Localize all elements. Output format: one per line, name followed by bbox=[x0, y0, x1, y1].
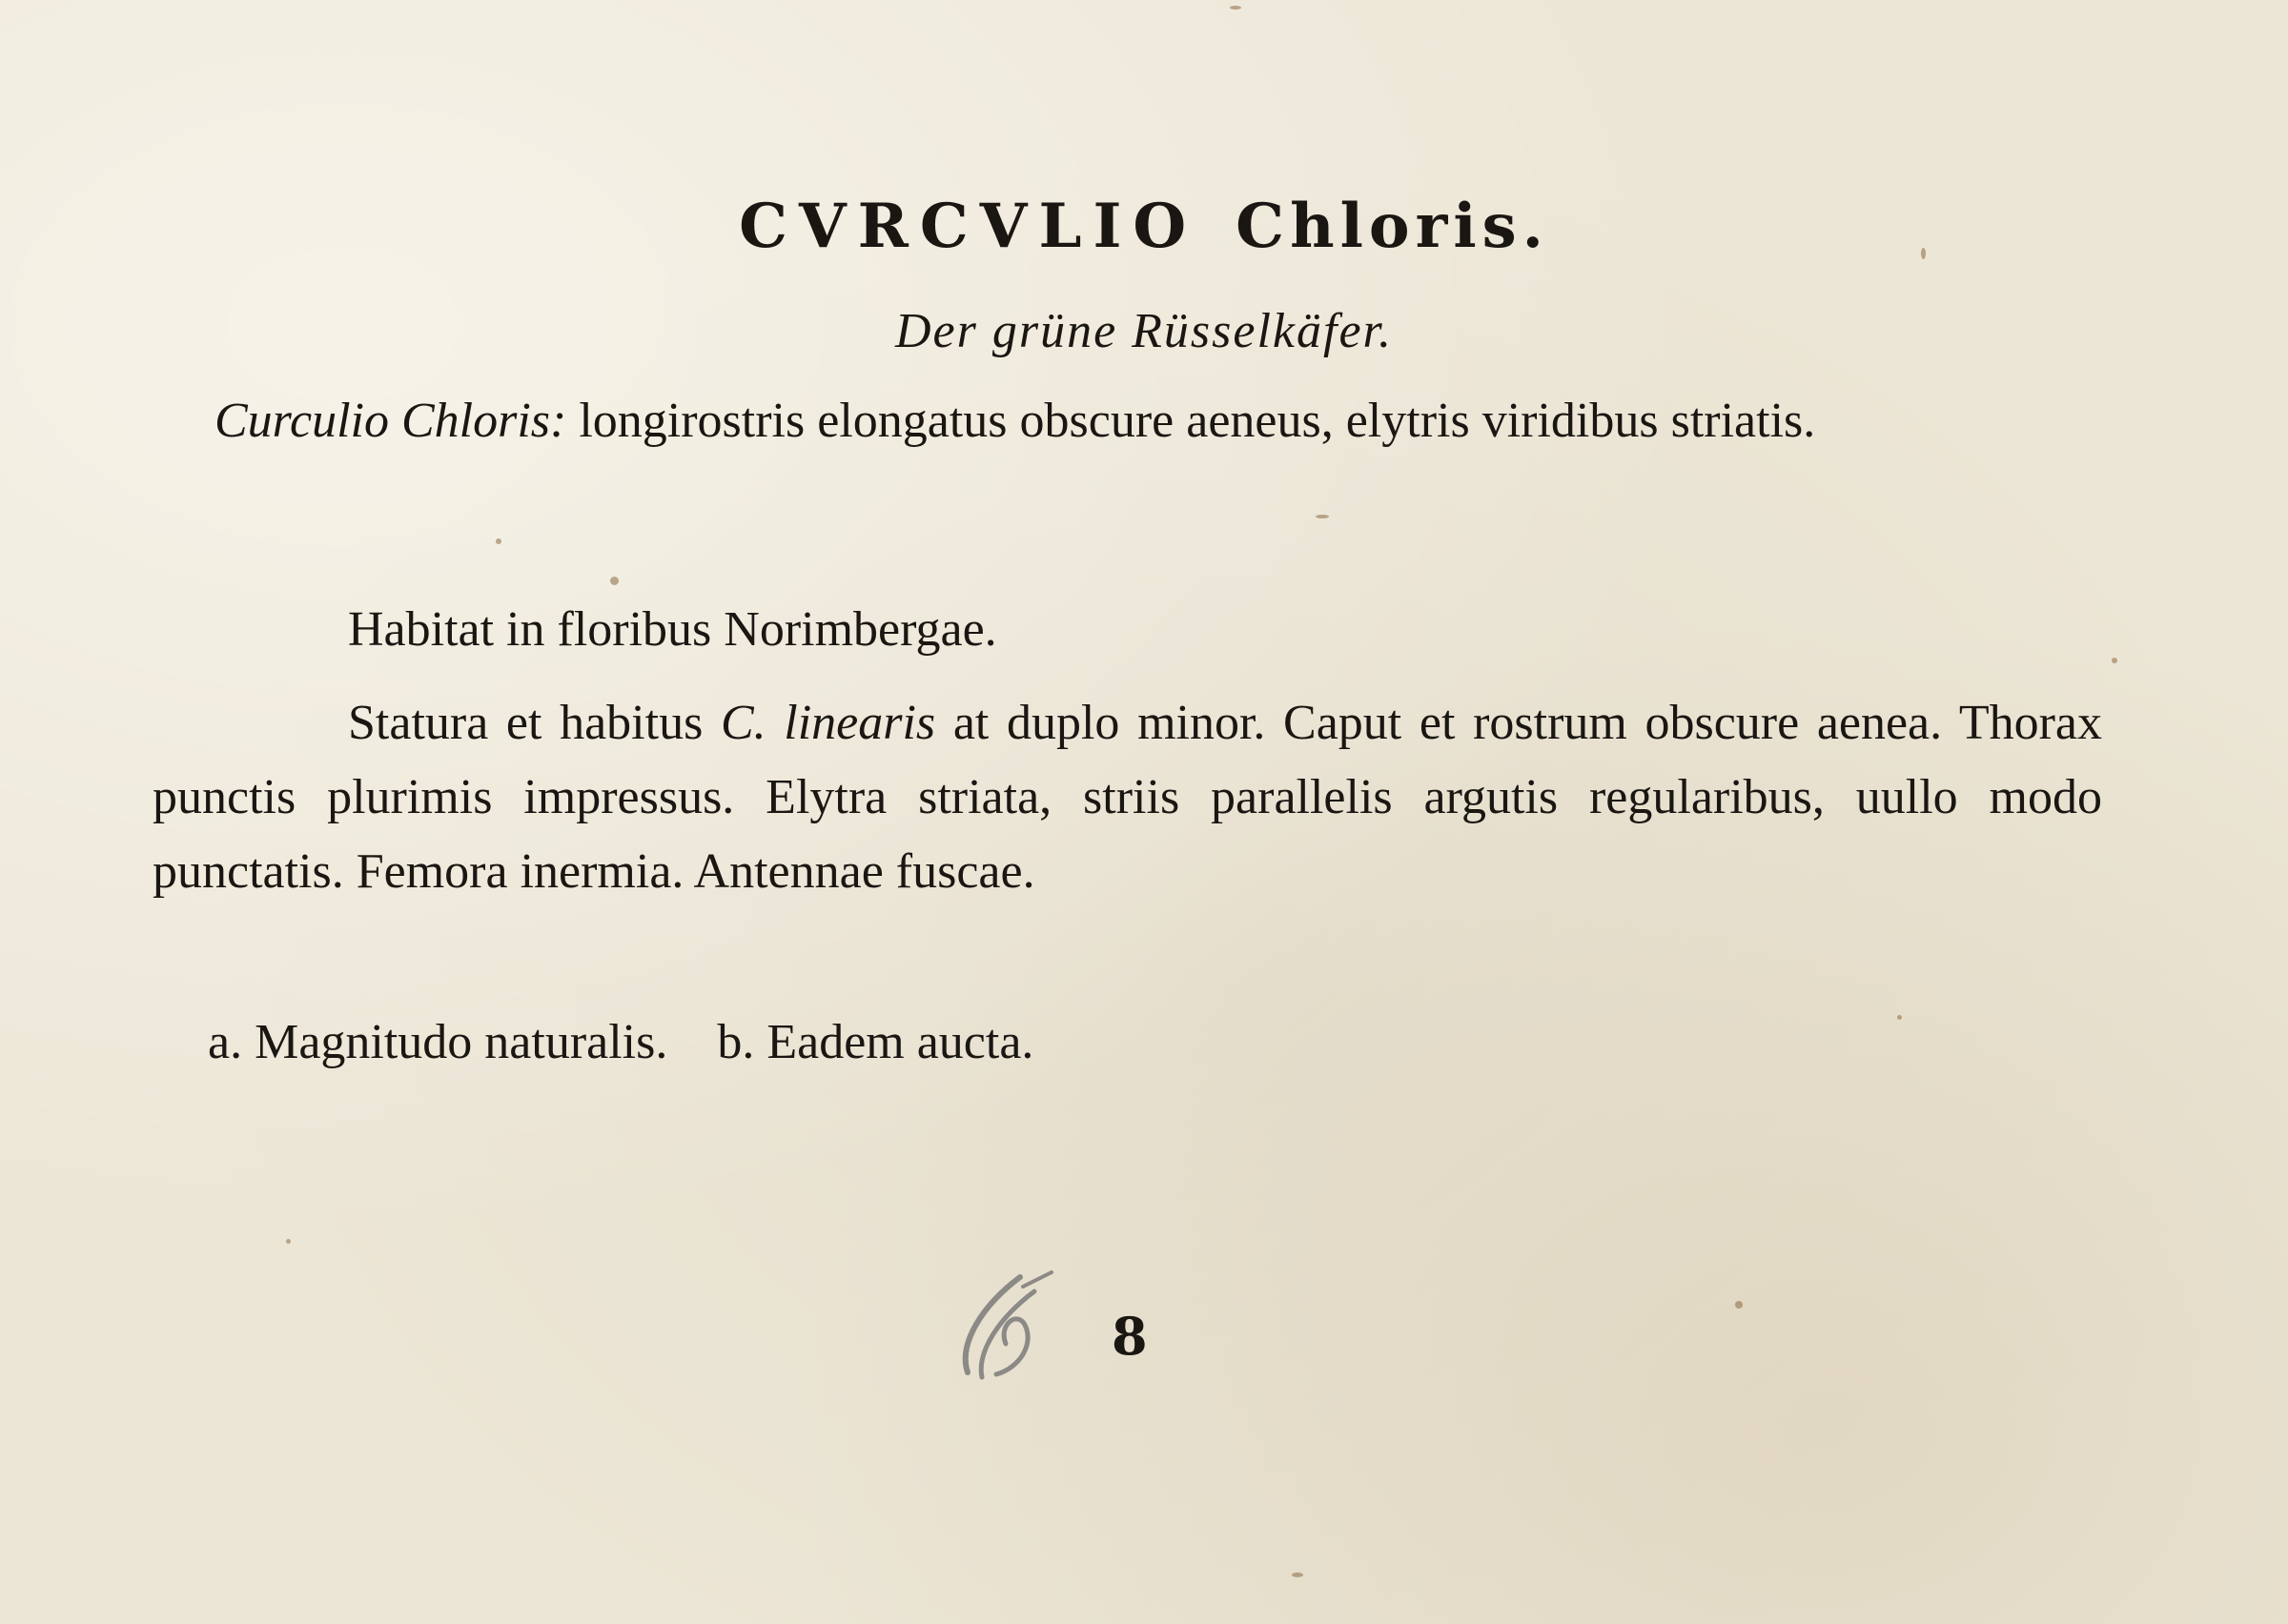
paper-fleck bbox=[1316, 515, 1329, 518]
diagnosis-text: longirostris elongatus obscure aeneus, elytris viridibus striatis. bbox=[579, 394, 1816, 448]
figure-legend bbox=[208, 1005, 1033, 1080]
figure-a-caption: a. Magnitudo naturalis. bbox=[208, 1015, 668, 1069]
paper-fleck bbox=[1897, 1015, 1902, 1020]
description-paragraph bbox=[153, 686, 2102, 909]
page-number: 8 bbox=[1112, 1306, 1148, 1367]
paper-fleck bbox=[2112, 658, 2117, 663]
paper-fleck bbox=[1292, 1573, 1303, 1577]
diagnosis-lead: Curculio Chloris: bbox=[214, 394, 567, 448]
paper-fleck bbox=[1921, 248, 1926, 259]
genus-name: CVRCVLIO bbox=[739, 191, 1198, 262]
common-name-subtitle: Der grüne Rüsselkäfer. bbox=[894, 304, 1394, 358]
paper-fleck bbox=[1230, 6, 1241, 10]
figure-b-caption: b. Eadem aucta. bbox=[717, 1015, 1034, 1069]
species-heading bbox=[0, 191, 2288, 262]
species-name: Chloris. bbox=[1236, 191, 1549, 262]
diagnosis-paragraph bbox=[214, 387, 2186, 456]
paper-fleck bbox=[610, 577, 619, 585]
paper-fleck bbox=[1735, 1301, 1743, 1309]
description-part-1: Statura et habitus bbox=[348, 696, 704, 750]
habitat-line: Habitat in floribus Norimbergae. bbox=[348, 602, 997, 657]
paper-fleck bbox=[496, 538, 501, 544]
description-part-2: at duplo minor. Caput et rostrum obscure aenea. Thorax punctis plurimis impressus. Elytra striata, striis parallelis argutis regularibus, uullo modo punctatis. Femora inermia. Antennae fuscae. bbox=[153, 696, 2103, 899]
paper-fleck bbox=[286, 1239, 291, 1244]
description-reference: C. linearis bbox=[720, 696, 936, 750]
pencil-mark bbox=[930, 1268, 1063, 1391]
